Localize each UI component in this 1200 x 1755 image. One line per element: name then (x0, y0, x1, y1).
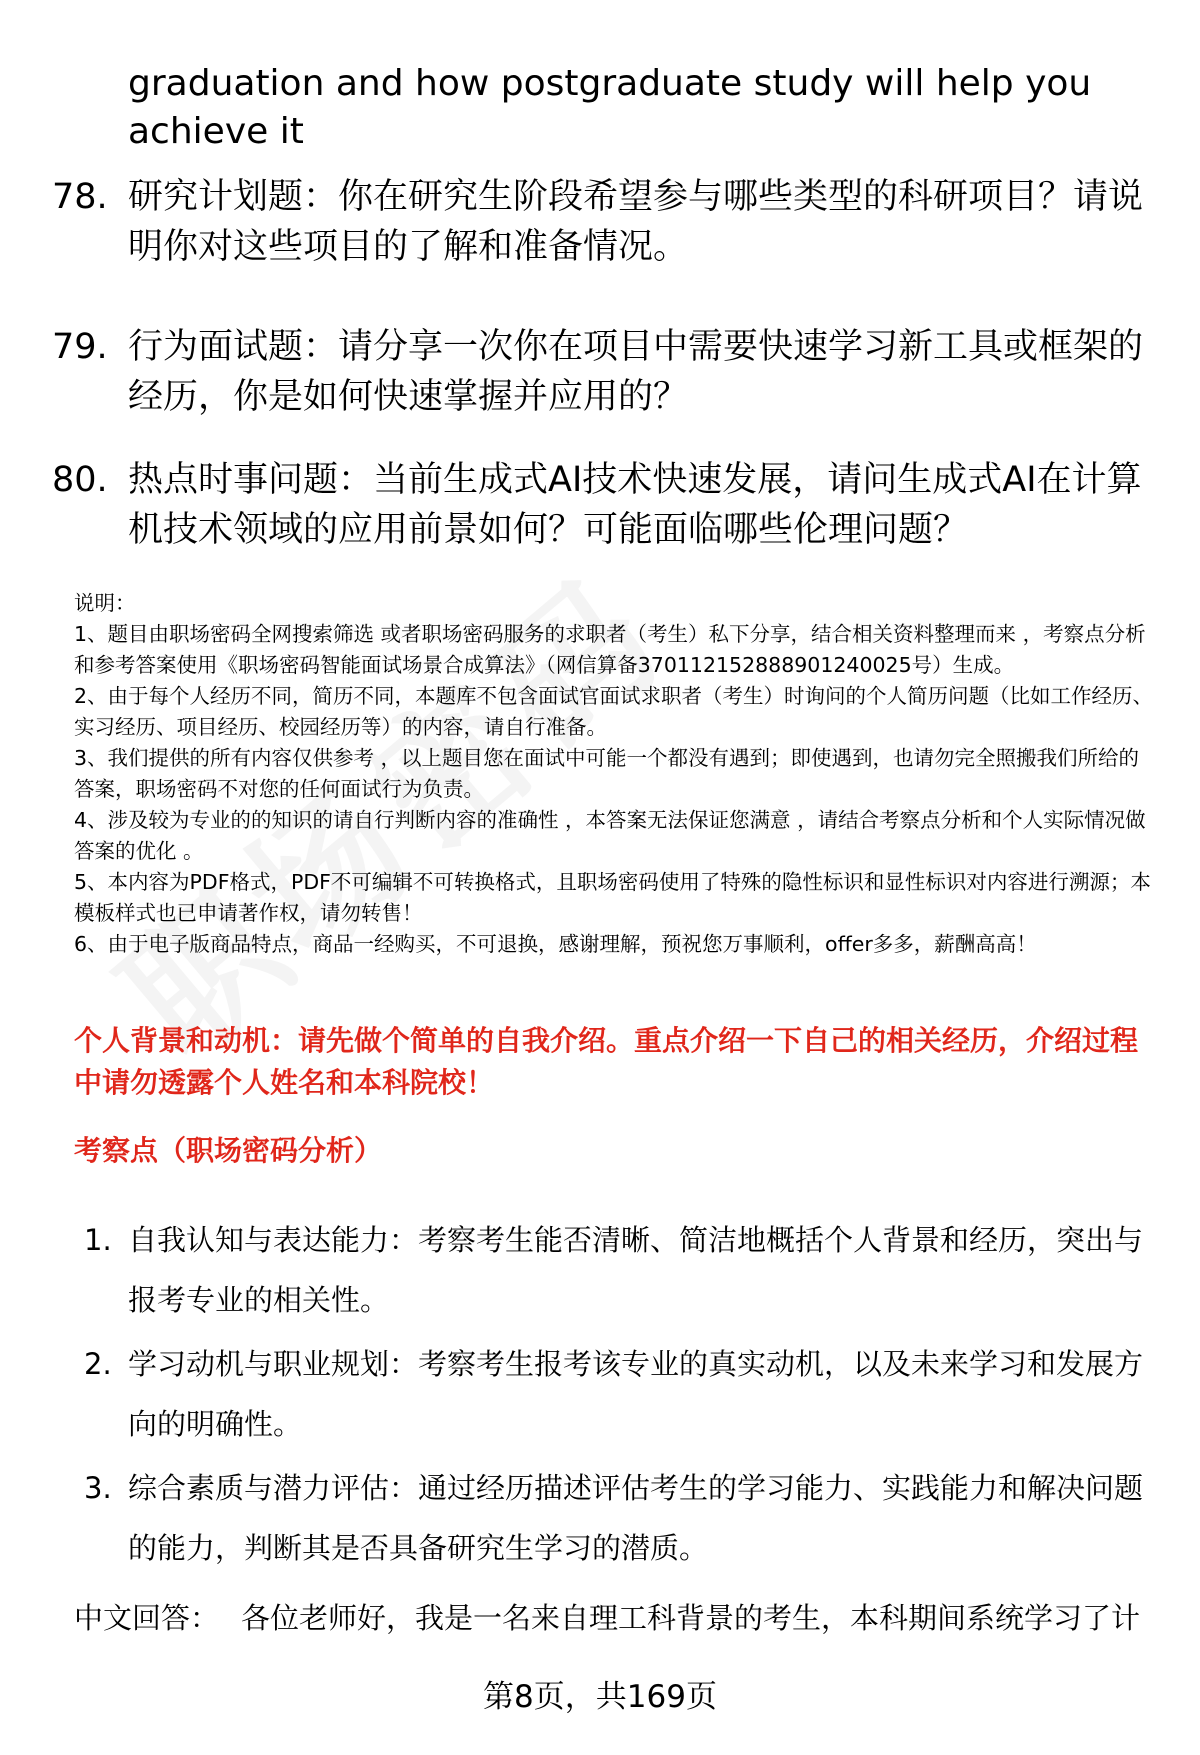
analysis-heading: 考察点（职场密码分析） (74, 1134, 383, 1167)
analysis-point (84, 1210, 1154, 1330)
question-78 (52, 172, 1152, 272)
note-item: 3、我们提供的所有内容仅供参考 ，以上题目您在面试中可能一个都没有遇到；即使遇到，也请勿完全照搬我们所给的答案，职场密码不对您的任何面试行为负责。 (74, 746, 1140, 801)
answer-text: 各位老师好，我是一名来自理工科背景的考生，本科期间系统学习了计 (241, 1601, 1141, 1635)
question-text: 热点时事问题：当前生成式AI技术快速发展，请问生成式AI在计算机技术领域的应用前景如何？可能面临哪些伦理问题？ (128, 460, 1142, 550)
answer-section (74, 1598, 1164, 1638)
note-item: 2、由于每个人经历不同，简历不同，本题库不包含面试官面试求职者（考生）时询问的个人简历问题（比如工作经历、实习经历、项目经历、校园经历等）的内容，请自行准备。 (74, 684, 1154, 739)
question-text: 行为面试题：请分享一次你在项目中需要快速学习新工具或框架的经历，你是如何快速掌握并应用的？ (128, 327, 1144, 417)
notes-title: 说明： (74, 591, 136, 615)
note-item: 4、涉及较为专业的的知识的请自行判断内容的准确性 ，本答案无法保证您满意 ，请结合考察点分析和个人实际情况做答案的优化 。 (74, 808, 1146, 863)
continuation-text: graduation and how postgraduate study will help you achieve it (128, 63, 1092, 152)
note-item: 5、本内容为PDF格式，PDF不可编辑不可转换格式，且职场密码使用了特殊的隐性标识和显性标识对内容进行溯源；本模板样式也已申请著作权，请勿转售！ (74, 870, 1151, 925)
point-text: 自我认知与表达能力：考察考生能否清晰、简洁地概括个人背景和经历，突出与报考专业的相关性。 (128, 1223, 1144, 1317)
point-number: 2. (84, 1347, 112, 1381)
analysis-points (84, 1210, 1154, 1582)
question-text: 研究计划题：你在研究生阶段希望参与哪些类型的科研项目？请说明你对这些项目的了解和准备情况。 (128, 177, 1144, 267)
question-number: 79. (52, 327, 108, 367)
point-number: 1. (84, 1223, 112, 1257)
notes-section (74, 588, 1154, 960)
note-item: 6、由于电子版商品特点，商品一经购买，不可退换，感谢理解，预祝您万事顺利，offer多多，薪酬高高！ (74, 932, 1037, 956)
analysis-point (84, 1334, 1154, 1454)
question-79 (52, 322, 1152, 422)
question-80 (52, 455, 1152, 555)
point-text: 综合素质与潜力评估：通过经历描述评估考生的学习能力、实践能力和解决问题的能力，判断其是否具备研究生学习的潜质。 (128, 1471, 1144, 1565)
page-footer: 第8页，共169页 (483, 1679, 717, 1715)
analysis-point (84, 1458, 1154, 1578)
point-number: 3. (84, 1471, 112, 1505)
question-number: 80. (52, 460, 108, 500)
answer-label: 中文回答： (74, 1601, 220, 1635)
question-number: 78. (52, 177, 108, 217)
note-item: 1、题目由职场密码全网搜索筛选 或者职场密码服务的求职者（考生）私下分享，结合相关资料整理而来 ，考察点分析和参考答案使用《职场密码智能面试场景合成算法》（网信算备370112152888901240025号）生成。 (74, 622, 1146, 677)
section-question: 个人背景和动机：请先做个简单的自我介绍。重点介绍一下自己的相关经历，介绍过程中请勿透露个人姓名和本科院校！ (74, 1024, 1139, 1099)
point-text: 学习动机与职业规划：考察考生报考该专业的真实动机，以及未来学习和发展方向的明确性。 (128, 1347, 1144, 1441)
